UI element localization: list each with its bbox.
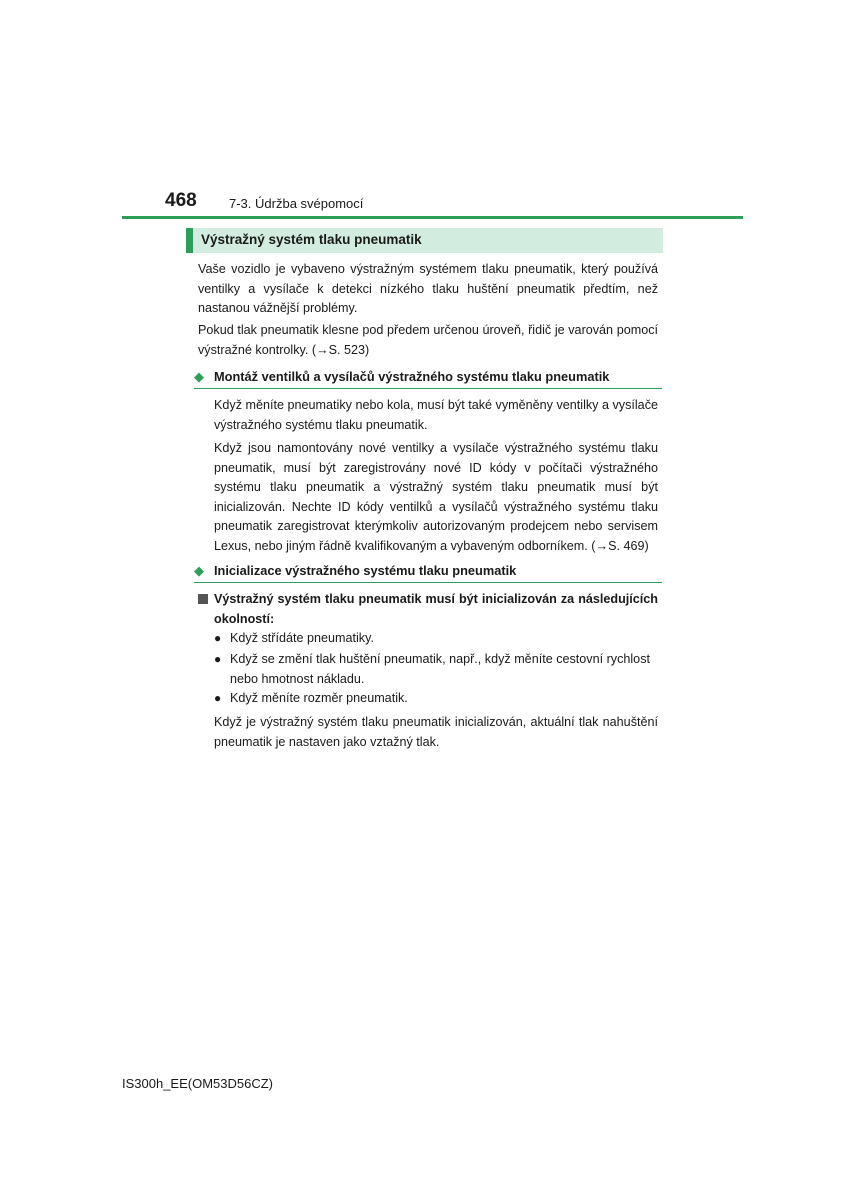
- header-rule: [122, 216, 743, 219]
- closing-paragraph: Když je výstražný systém tlaku pneumatik inicializován, aktuální tlak nahuštění pneumatik je nastaven jako vztažný tlak.: [214, 715, 658, 749]
- section-title: Výstražný systém tlaku pneumatik: [201, 232, 422, 247]
- section-heading-box: [186, 228, 663, 253]
- bullet-icon: ●: [214, 631, 222, 645]
- list-item-text: Když měníte rozměr pneumatik.: [230, 691, 408, 705]
- list-item-text: Když střídáte pneumatiky.: [230, 631, 374, 645]
- chapter-title: 7-3. Údržba svépomocí: [229, 196, 364, 211]
- page-number: 468: [165, 190, 197, 211]
- diamond-icon: ◆: [194, 369, 204, 384]
- subsection-2-title: Inicializace výstražného systému tlaku pneumatik: [214, 563, 517, 578]
- subsection-1-paragraph-2: Když jsou namontovány nové ventilky a vysílače výstražného systému tlaku pneumatik, musí být zaregistrovány nové ID kódy v počítači výstražného systému tlaku pneumatik a výstražný systém tlaku pneumatik musí být inicializován. Nechte ID kódy ventilků a vysílačů výstražného systému tlaku pneumatik zaregistrovat kterýmkoliv autorizovaným prodejcem nebo servisem Lexus, nebo jiným řádně kvalifikovaným a vybaveným odborníkem. (→S. 469): [214, 441, 658, 553]
- square-heading-text: Výstražný systém tlaku pneumatik musí být inicializován za následujících okolností:: [214, 592, 658, 626]
- subsection-2-heading: [194, 562, 662, 583]
- bullet-icon: ●: [214, 652, 222, 666]
- intro-paragraph-2: Pokud tlak pneumatik klesne pod předem určenou úroveň, řidič je varován pomocí výstražné kontrolky. (→S. 523): [198, 323, 658, 357]
- diamond-icon: ◆: [194, 563, 204, 578]
- footer-code: IS300h_EE(OM53D56CZ): [122, 1076, 274, 1091]
- square-bullet-icon: [198, 594, 208, 604]
- subsection-1-heading: [194, 368, 662, 389]
- list-item-text: Když se změní tlak huštění pneumatik, např., když měníte cestovní rychlost nebo hmotnost nákladu.: [230, 652, 650, 686]
- subsection-1-paragraph-1: Když měníte pneumatiky nebo kola, musí být také vyměněny ventilky a vysílače výstražného systému tlaku pneumatik.: [214, 398, 658, 432]
- intro-paragraph-1: Vaše vozidlo je vybaveno výstražným systémem tlaku pneumatik, který používá ventilky a vysílače k detekci nízkého tlaku huštění pneumatik předtím, než nastanou vážnější problémy.: [198, 262, 658, 315]
- subsection-1-title: Montáž ventilků a vysílačů výstražného systému tlaku pneumatik: [214, 369, 610, 384]
- bullet-icon: ●: [214, 691, 222, 705]
